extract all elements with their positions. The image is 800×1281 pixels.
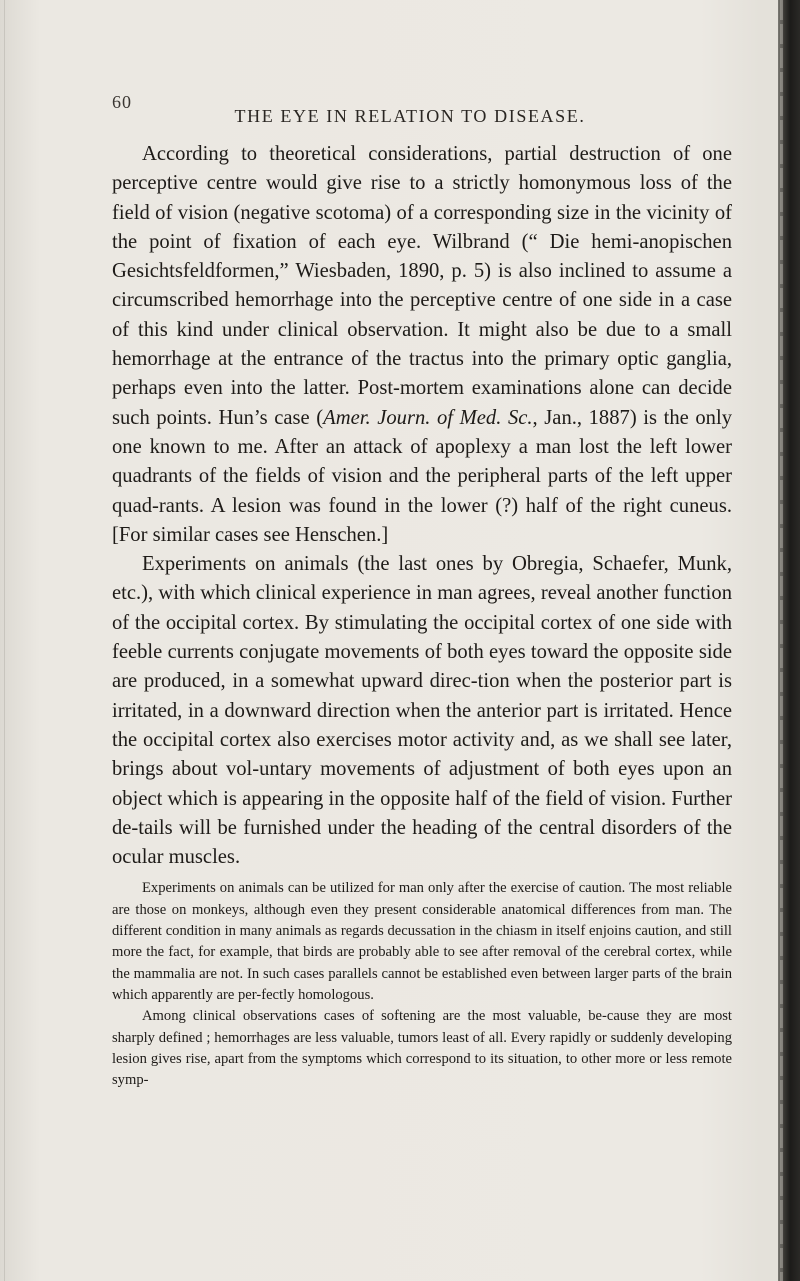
paragraph-text: According to theoretical considerations, partial destruction of one perceptive centre would give rise to a strictly homonymous loss of the field of vision (negative scotoma) of a corresponding size in the vicinity of the point of fixation of each eye. Wilbrand (“ Die hemi-anopischen Gesichtsfeldformen,” Wiesbaden, 1890, p. 5) is also inclined to assume a circumscribed hemorrhage into the perceptive centre of one side in a case of this kind under clinical observation. It might also be due to a small hemorrhage at the entrance of the tractus into the primary optic ganglia, perhaps even into the latter. Post-mortem examinations alone can decide such points. Hun’s case ( xyxy=(112,143,732,429)
main-text xyxy=(112,140,732,872)
running-head-text: THE EYE IN RELATION TO DISEASE. xyxy=(234,106,586,126)
page-number: 60 xyxy=(112,92,132,112)
running-head xyxy=(0,106,800,127)
paragraph-experiments xyxy=(112,550,732,872)
small-print-notes xyxy=(112,878,732,1091)
paragraph-text: , Jan., 1887) is the only one known to me. After an attack of apoplexy a man lost the left lower quadrants of the fields of vision and the peripheral parts of the left upper quad-rants. A lesion was found in the lower (?) half of the right cuneus. [For similar cases see Henschen.] xyxy=(112,406,732,546)
page-body xyxy=(112,140,732,1091)
left-margin-shadow xyxy=(4,0,5,1281)
journal-citation: Amer. Journ. of Med. Sc. xyxy=(323,406,533,429)
note-paragraph-animals: Experiments on animals can be utilized for man only after the exercise of caution. The most reliable are those on monkeys, although even they present considerable anatomical differences from man. The different condition in many animals as regards decussation in the chiasm in itself enjoins caution, and still more the fact, for example, that birds are probably able to see after removal of the cerebral cortex, while the mammalia are not. In such cases parallels cannot be established even between larger parts of the brain which apparently are per-fectly homologous. xyxy=(112,880,732,1003)
note-paragraph-clinical: Among clinical observations cases of softening are the most valuable, be-cause they are most sharply defined ; hemorrhages are less valuable, tumors least of all. Every rapidly or suddenly developing lesion gives rise, apart from the symptoms which correspond to its situation, to other more or less remote symp- xyxy=(112,1008,732,1089)
paragraph-text: Experiments on animals (the last ones by Obregia, Schaefer, Munk, etc.), with which clinical experience in man agrees, reveal another function of the occipital cortex. By stimulating the occipital cortex of one side with feeble currents conjugate movements of both eyes toward the opposite side are produced, in a somewhat upward direc-tion when the posterior part is irritated, in a downward direction when the anterior part is irritated. Hence the occipital cortex also exercises motor activity and, as we shall see later, brings about vol-untary movements of adjustment of both eyes upon an object which is appearing in the opposite half of the field of vision. Further de-tails will be furnished under the heading of the central disorders of the ocular muscles. xyxy=(112,553,732,869)
paragraph-wilbrand xyxy=(112,140,732,550)
book-binding-edge xyxy=(778,0,800,1281)
